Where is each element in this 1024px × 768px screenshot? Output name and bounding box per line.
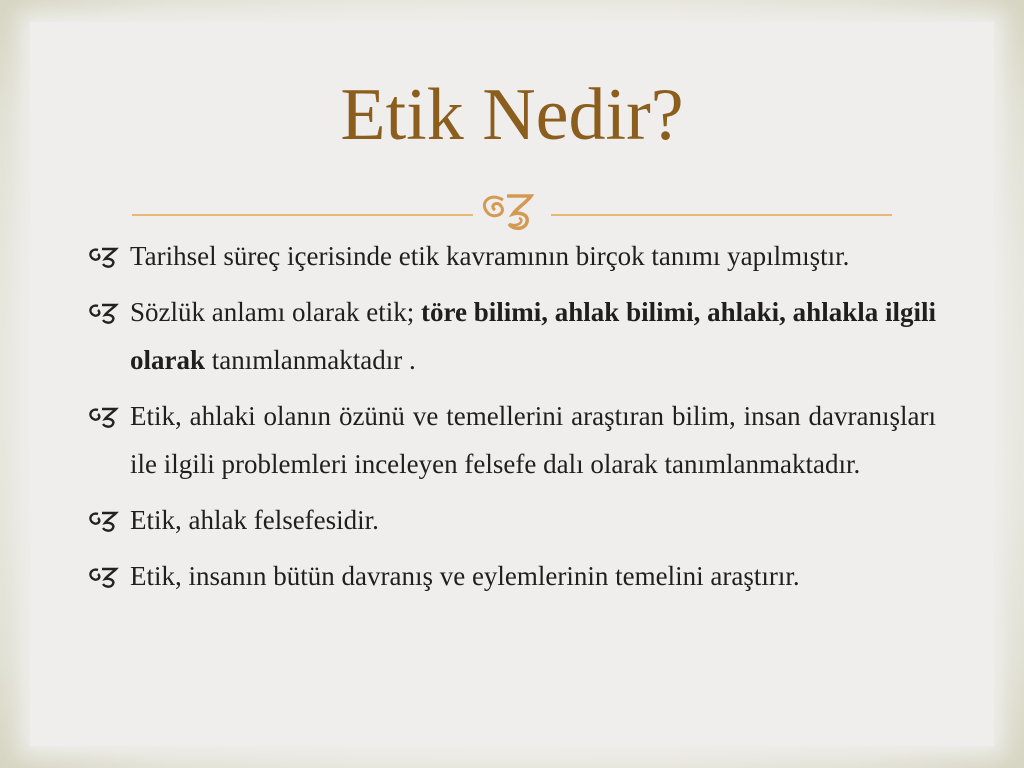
bullet-text-after: tanımlanmaktadır . [205, 345, 416, 375]
list-item [88, 232, 936, 280]
bullet-text: Etik, insanın bütün davranış ve eylemlerinin temelini araştırır. [130, 561, 800, 591]
list-item [88, 288, 936, 384]
floral-swash-icon [473, 188, 551, 232]
list-item [88, 552, 936, 600]
bullet-text: Etik, ahlak felsefesidir. [130, 505, 379, 535]
floral-bullet-icon [88, 300, 124, 324]
floral-bullet-icon [88, 244, 124, 268]
list-item [88, 392, 936, 488]
bullet-list [88, 232, 936, 608]
bullet-text: Tarihsel süreç içerisinde etik kavramının birçok tanımı yapılmıştır. [130, 241, 850, 271]
bullet-text: Etik, ahlaki olanın özünü ve temellerini araştıran bilim, insan davranışları ile ilgili problemleri inceleyen felsefe dalı olarak tanımlanmaktadır. [130, 401, 936, 479]
list-item [88, 496, 936, 544]
floral-bullet-icon [88, 508, 124, 532]
bullet-text-before: Sözlük anlamı olarak etik; [130, 297, 422, 327]
slide-title: Etik Nedir? [340, 74, 684, 156]
bullet-bold-terms: töre bilimi, ahlak bilimi, ahlaki, ahlakla ilgili olarak [130, 297, 936, 375]
floral-bullet-icon [88, 564, 124, 588]
floral-bullet-icon [88, 404, 124, 428]
